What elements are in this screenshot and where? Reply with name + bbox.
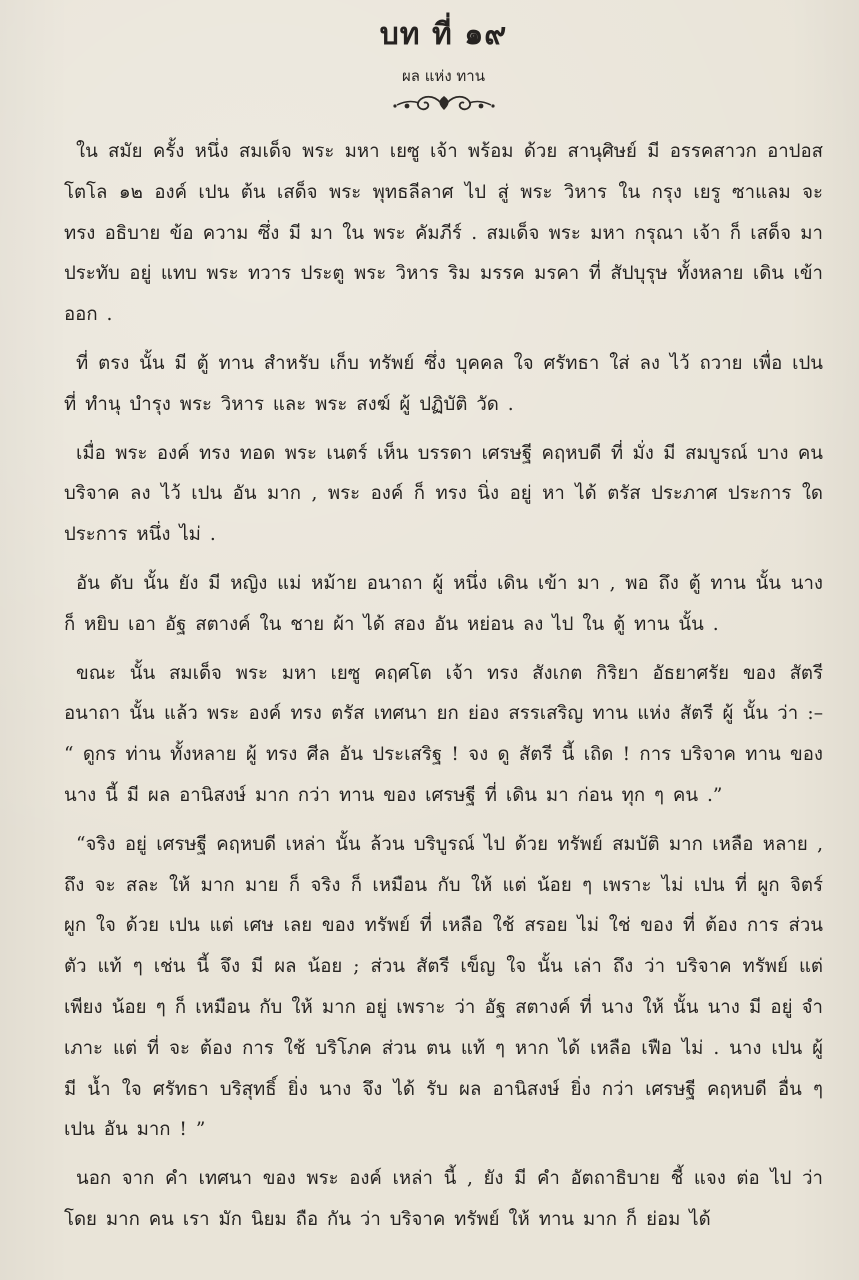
chapter-heading <box>64 16 823 116</box>
paragraph: นอก จาก คำ เทศนา ของ พระ องค์ เหล่า นี้ , ยัง มี คำ อัตถาธิบาย ชี้ แจง ต่อ ไป ว่า โดย มาก คน เรา มัก นิยม ถือ กัน ว่า บริจาค ทรัพย์ ให้ ทาน มาก ก็ ย่อม ได้ <box>64 1168 823 1230</box>
paragraph: เมื่อ พระ องค์ ทรง ทอด พระ เนตร์ เห็น บรรดา เศรษฐี คฤหบดี ที่ มั่ง มี สมบูรณ์ บาง คน บริจาค ลง ไว้ เปน อัน มาก , พระ องค์ ก็ ทรง นิ่ง อยู่ หา ได้ ตรัส ประภาศ ประการ ใด ประการ หนึ่ง ไม่ . <box>64 442 823 546</box>
ornament-divider-icon <box>389 90 499 116</box>
chapter-title: บท ที่ ๑๙ <box>379 17 508 52</box>
paragraph: ขณะ นั้น สมเด็จ พระ มหา เยซู คฤศโต เจ้า ทรง สังเกต กิริยา อัธยาศรัย ของ สัตรี อนาถา นั้น แล้ว พระ องค์ ทรง ตรัส เทศนา ยก ย่อง สรรเสริญ ทาน แห่ง สัตรี ผู้ นั้น ว่า :– “ ดูกร ท่าน ทั้งหลาย ผู้ ทรง ศีล อัน ประเสริฐ ! จง ดู สัตรี นี้ เถิด ! การ บริจาค ทาน ของ นาง นี้ มี ผล อานิสงษ์ มาก กว่า ทาน ของ เศรษฐี ที่ เดิน มา ก่อน ทุก ๆ คน .” <box>64 662 823 806</box>
chapter-subtitle: ผล แห่ง ทาน <box>402 67 485 85</box>
paragraph: ที่ ตรง นั้น มี ตู้ ทาน สำหรับ เก็บ ทรัพย์ ซึ่ง บุคคล ใจ ศรัทธา ใส่ ลง ไว้ ถวาย เพื่อ เปน ที่ ทำนุ บำรุง พระ วิหาร และ พระ สงฆ์ ผู้ ปฏิบัติ วัด . <box>64 352 823 415</box>
paragraph: อัน ดับ นั้น ยัง มี หญิง แม่ หม้าย อนาถา ผู้ หนึ่ง เดิน เข้า มา , พอ ถึง ตู้ ทาน นั้น นาง ก็ หยิบ เอา อัฐ สตางค์ ใน ชาย ผ้า ได้ สอง อัน หย่อน ลง ไป ใน ตู้ ทาน นั้น . <box>64 572 823 635</box>
chapter-body <box>64 132 823 1241</box>
paragraph: ใน สมัย ครั้ง หนึ่ง สมเด็จ พระ มหา เยซู เจ้า พร้อม ด้วย สานุศิษย์ มี อรรคสาวก อาปอสโตโล ๑๒ องค์ เปน ต้น เสด็จ พระ พุทธลีลาศ ไป สู่ พระ วิหาร ใน กรุง เยรู ซาแลม จะ ทรง อธิบาย ข้อ ความ ซึ่ง มี มา ใน พระ คัมภีร์ . สมเด็จ พระ มหา กรุณา เจ้า ก็ เสด็จ มา ประทับ อยู่ แทบ พระ ทวาร ประตู พระ วิหาร ริม มรรค มรคา ที่ สัปบุรุษ ทั้งหลาย เดิน เข้า ออก . <box>64 141 823 326</box>
paragraph: “จริง อยู่ เศรษฐี คฤหบดี เหล่า นั้น ล้วน บริบูรณ์ ไป ด้วย ทรัพย์ สมบัติ มาก เหลือ หลาย , ถึง จะ สละ ให้ มาก มาย ก็ จริง ก็ เหมือน กับ ให้ แต่ น้อย ๆ เพราะ ไม่ เปน ที่ ผูก จิตร์ ผูก ใจ ด้วย เปน แต่ เศษ เลย ของ ทรัพย์ ที่ เหลือ ใช้ สรอย ไม่ ใช่ ของ ที่ ต้อง การ ส่วน ตัว แท้ ๆ เช่น นี้ จึง มี ผล น้อย ; ส่วน สัตรี เข็ญ ใจ นั้น เล่า ถึง ว่า บริจาค ทรัพย์ แต่ เพียง น้อย ๆ ก็ เหมือน กับ ให้ มาก อยู่ เพราะ ว่า อัฐ สตางค์ ที่ นาง ให้ นั้น นาง มี อยู่ จำเภาะ แต่ ที่ จะ ต้อง การ ใช้ บริโภค ส่วน ตน แท้ ๆ หาก ได้ เหลือ เฟือ ไม่ . นาง เปน ผู้ มี น้ำ ใจ ศรัทธา บริสุทธิ์ ยิ่ง นาง จึง ได้ รับ ผล อานิสงษ์ ยิ่ง กว่า เศรษฐี คฤหบดี อื่น ๆ เปน อัน มาก ! ” <box>64 833 823 1141</box>
